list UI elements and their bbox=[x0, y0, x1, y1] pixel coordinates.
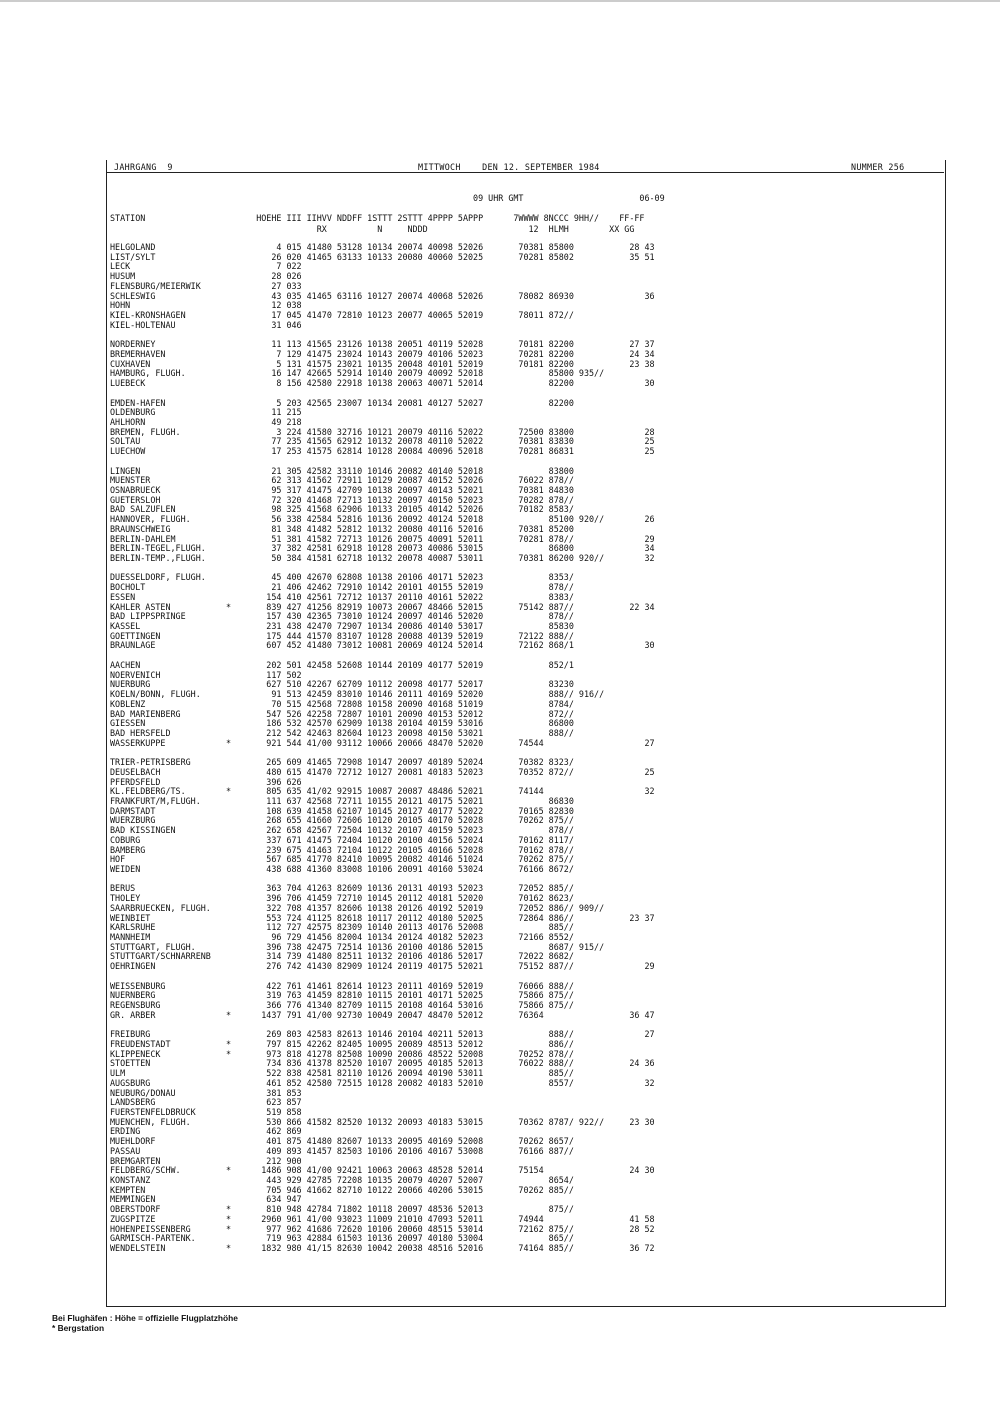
table-row: KASSEL 231 438 42470 72907 10134 20086 40140 53017 85830 bbox=[110, 621, 574, 632]
table-row: OBERSTDORF * 810 948 42784 71802 10118 20097 48536 52013 875// bbox=[110, 1204, 574, 1215]
table-row: LIST/SYLT 26 020 41465 63133 10133 20080 40060 52025 70281 85802 35 51 bbox=[110, 251, 655, 262]
table-row: HOHN 12 038 bbox=[110, 300, 302, 311]
table-row: COBURG 337 671 41475 72404 10120 20100 40156 52024 70162 8117/ bbox=[110, 834, 574, 845]
table-row: KL.FELDBERG/TS. * 805 635 41/02 92915 10087 20087 48486 52021 74144 32 bbox=[110, 786, 655, 797]
table-row: HANNOVER, FLUGH. 56 338 42584 52816 10136 20092 40124 52018 85100 920// 26 bbox=[110, 514, 655, 525]
table-row: NORDERNEY 11 113 41565 23126 10138 20051 40119 52028 70181 82200 27 37 bbox=[110, 339, 655, 350]
table-row: STUTTGART/SCHNARRENB 314 739 41480 82511 10132 20106 40186 52017 72022 8682/ bbox=[110, 951, 574, 962]
table-row: WEIDEN 438 688 41360 83008 10106 20091 40160 53024 76166 8672/ bbox=[110, 864, 574, 874]
table-row: DARMSTADT 108 639 41458 62107 10145 20127 40177 52022 70165 82830 bbox=[110, 805, 574, 816]
table-row: ZUGSPITZE * 2960 961 41/00 93023 11009 21010 47093 52011 74944 41 58 bbox=[110, 1213, 655, 1224]
table-row: FLENSBURG/MEIERWIK 27 033 bbox=[110, 280, 302, 291]
table-row: BAD LIPPSPRINGE 157 430 42365 73010 10124 20097 40146 52020 878// bbox=[110, 611, 574, 622]
table-row: FRANKFURT/M,FLUGH. 111 637 42568 72711 10155 20121 40175 52021 86830 bbox=[110, 795, 574, 806]
table-row: FUERSTENFELDBRUCK 519 858 bbox=[110, 1106, 302, 1117]
table-row: HAMBURG, FLUGH. 16 147 42665 52914 10140 20079 40092 52018 85800 935// bbox=[110, 368, 605, 379]
table-row: HELGOLAND 4 015 41480 53128 10134 20074 40098 52026 70381 85800 28 43 bbox=[110, 242, 655, 252]
table-row: NUERBURG 627 510 42267 62709 10112 20098 40177 52017 83230 bbox=[110, 679, 574, 690]
table-row: WASSERKUPPE * 921 544 41/00 93112 10066 20066 48470 52020 74544 27 bbox=[110, 737, 655, 748]
table-row: LECK 7 022 bbox=[110, 261, 302, 272]
date-label: MITTWOCH DEN 12. SEPTEMBER 1984 bbox=[418, 162, 600, 172]
table-row: HOF 567 685 41770 82410 10095 20082 40146 51024 70262 875// bbox=[110, 854, 574, 865]
station-table bbox=[110, 243, 655, 1254]
table-row: AACHEN 202 501 42458 52608 10144 20109 40177 52019 852/1 bbox=[110, 659, 574, 670]
table-row: MEMMINGEN 634 947 bbox=[110, 1194, 302, 1205]
table-row: BRAUNLAGE 607 452 41480 73012 10081 20069 40124 52014 72162 868/1 30 bbox=[110, 640, 655, 651]
table-row: BREMGARTEN 212 900 bbox=[110, 1155, 302, 1166]
table-row: PFERDSFELD 396 626 bbox=[110, 776, 302, 787]
table-row: KLIPPENECK * 973 818 41278 82508 10090 20086 48522 52008 70252 878// bbox=[110, 1048, 574, 1059]
table-row: MANNHEIM 96 729 41456 82004 10134 20124 40182 52023 72166 8552/ bbox=[110, 932, 574, 943]
table-row: MUENCHEN, FLUGH. 530 866 41582 82520 10132 20093 40183 53015 70362 8787/ 922// 23 30 bbox=[110, 1116, 655, 1127]
table-row: REGENSBURG 366 776 41340 82709 10115 20108 40164 53016 75866 875// bbox=[110, 1000, 574, 1011]
table-row: GR. ARBER * 1437 791 41/00 92730 10049 20047 48470 52012 76364 36 47 bbox=[110, 1009, 655, 1020]
table-row: PASSAU 409 893 41457 82503 10106 20106 40167 53008 76166 887// bbox=[110, 1145, 574, 1156]
table-row: DEUSELBACH 480 615 41470 72712 10127 20081 40183 52023 70352 872// 25 bbox=[110, 766, 655, 777]
table-row: NEUBURG/DONAU 381 853 bbox=[110, 1087, 302, 1098]
table-row: KIEL-HOLTENAU 31 046 bbox=[110, 319, 302, 330]
table-row: BERLIN-TEGEL,FLUGH. 37 382 42581 62918 10128 20073 40086 53015 86800 34 bbox=[110, 543, 655, 554]
table-row: ESSEN 154 410 42561 72712 10137 20110 40161 52022 8383/ bbox=[110, 591, 574, 602]
table-row: BREMERHAVEN 7 129 41475 23024 10143 20079 40106 52023 70281 82200 24 34 bbox=[110, 348, 655, 359]
table-row: KOBLENZ 70 515 42568 72808 10158 20090 40168 51019 8784/ bbox=[110, 698, 574, 709]
table-row: HOHENPEISSENBERG * 977 962 41686 72620 10106 20060 48515 53014 72162 875// 28 52 bbox=[110, 1223, 655, 1234]
table-row: FREUDENSTADT * 797 815 42262 82405 10095 20089 48513 52012 886// bbox=[110, 1038, 574, 1049]
column-header-line-3: RX N NDDD 12 HLMH XX GG bbox=[110, 224, 635, 234]
table-row: SOLTAU 77 235 41565 62912 10132 20078 40110 52022 70381 83830 25 bbox=[110, 436, 655, 447]
table-row: BRAUNSCHWEIG 81 348 41482 52812 10132 20080 40116 52016 70381 85200 bbox=[110, 523, 574, 534]
table-row: DUESSELDORF, FLUGH. 45 400 42670 62808 10138 20106 40171 52023 8353/ bbox=[110, 572, 574, 583]
footnote-mountain-station: * Bergstation bbox=[52, 1323, 105, 1333]
table-row: EMDEN-HAFEN 5 203 42565 23007 10134 20081 40127 52027 82200 bbox=[110, 397, 574, 408]
table-row: WEISSENBURG 422 761 41461 82614 10123 20111 40169 52019 76066 888// bbox=[110, 980, 574, 991]
table-row: KARLSRUHE 112 727 42575 82309 10140 20113 40176 52008 885// bbox=[110, 922, 574, 933]
table-row: KOELN/BONN, FLUGH. 91 513 42459 83010 10146 20111 40169 52020 888// 916// bbox=[110, 689, 605, 700]
table-row: CUXHAVEN 5 131 41575 23021 10135 20048 40101 52019 70181 82200 23 38 bbox=[110, 358, 655, 369]
table-row: STOETTEN 734 836 41378 82520 10107 20095 40185 52013 76022 888// 24 36 bbox=[110, 1058, 655, 1069]
table-row: MUENSTER 62 313 41562 72911 10129 20087 40152 52026 76022 878// bbox=[110, 475, 574, 486]
scan-top-edge bbox=[0, 0, 1000, 2]
issue-number-label: NUMMER 256 bbox=[851, 162, 905, 172]
table-row: GIESSEN 186 532 42570 62909 10138 20104 40159 53016 86800 bbox=[110, 718, 574, 729]
footnote-airports: Bei Flughäfen : Höhe = offizielle Flugplatzhöhe bbox=[52, 1313, 238, 1323]
column-header-line-2: STATION HOEHE III IIHVV NDDFF 1STTT 2STTT 4PPPP 5APPP 7WWWW 8NCCC 9HH// FF-FF bbox=[110, 213, 645, 223]
table-row: MUEHLDORF 401 875 41480 82607 10133 20095 40169 52008 70262 8657/ bbox=[110, 1136, 574, 1147]
table-row: LUEBECK 8 156 42580 22918 10138 20063 40071 52014 82200 30 bbox=[110, 378, 655, 389]
table-row: SCHLESWIG 43 035 41465 63116 10127 20074 40068 52026 78082 86930 36 bbox=[110, 290, 655, 301]
table-row: OLDENBURG 11 215 bbox=[110, 407, 302, 418]
table-row: AHLHORN 49 218 bbox=[110, 416, 302, 427]
table-row: WUERZBURG 268 655 41660 72606 10120 20105 40170 52028 70262 875// bbox=[110, 815, 574, 826]
table-row: OSNABRUECK 95 317 41475 42709 10138 20097 40143 52021 70381 84830 bbox=[110, 484, 574, 495]
table-row: BOCHOLT 21 406 42462 72910 10142 20101 40155 52019 878// bbox=[110, 582, 574, 593]
table-row: GARMISCH-PARTENK. 719 963 42884 61503 10136 20097 40180 53004 865// bbox=[110, 1233, 574, 1244]
table-row: KIEL-KRONSHAGEN 17 045 41470 72810 10123 20077 40065 52019 78011 872// bbox=[110, 310, 574, 321]
table-row: TRIER-PETRISBERG 265 609 41465 72908 10147 20097 40189 52024 70382 8323/ bbox=[110, 757, 574, 768]
table-row: LANDSBERG 623 857 bbox=[110, 1097, 302, 1108]
table-row: LUECHOW 17 253 41575 62814 10128 20084 40096 52018 70281 86831 25 bbox=[110, 446, 655, 457]
table-row: STUTTGART, FLUGH. 396 738 42475 72514 10136 20100 40186 52015 8687/ 915// bbox=[110, 941, 605, 952]
column-header-line-1: 09 UHR GMT 06-09 bbox=[110, 193, 665, 203]
table-row: BERLIN-TEMP.,FLUGH. 50 384 41581 62718 10132 20078 40087 53011 70381 86200 920// 32 bbox=[110, 553, 655, 563]
table-row: KONSTANZ 443 929 42785 72208 10135 20079 40207 52007 8654/ bbox=[110, 1175, 574, 1185]
table-row: KAHLER ASTEN * 839 427 41256 82919 10073 20067 48466 52015 75142 887// 22 34 bbox=[110, 601, 655, 612]
table-row: THOLEY 396 706 41459 72710 10145 20112 40181 52020 70162 8623/ bbox=[110, 893, 574, 904]
jahrgang-label: JAHRGANG 9 bbox=[114, 162, 173, 172]
table-row: AUGSBURG 461 852 42580 72515 10128 20082 40183 52010 8557/ 32 bbox=[110, 1077, 655, 1088]
table-row: SAARBRUECKEN, FLUGH. 322 708 41357 82606 10138 20126 40192 52019 72052 886// 909// bbox=[110, 902, 605, 913]
table-row: LINGEN 21 305 42582 33110 10146 20082 40140 52018 83800 bbox=[110, 465, 574, 476]
table-row: ULM 522 838 42581 82110 10126 20094 40190 53011 885// bbox=[110, 1068, 574, 1079]
table-row: ERDING 462 869 bbox=[110, 1126, 302, 1137]
table-row: NUERNBERG 319 763 41459 82810 10115 20101 40171 52025 75866 875// bbox=[110, 990, 574, 1001]
table-row: HUSUM 28 026 bbox=[110, 271, 302, 282]
table-row: KEMPTEN 705 946 41662 82710 10122 20066 40206 53015 70262 885// bbox=[110, 1184, 574, 1195]
table-row: BREMEN, FLUGH. 3 224 41580 32716 10121 20079 40116 52022 72500 83800 28 bbox=[110, 426, 655, 437]
table-row: GOETTINGEN 175 444 41570 83107 10128 20088 40139 52019 72122 888// bbox=[110, 630, 574, 641]
table-row: BAMBERG 239 675 41463 72104 10122 20105 40166 52028 70162 878// bbox=[110, 844, 574, 855]
table-row: BAD KISSINGEN 262 658 42567 72504 10132 20107 40159 52023 878// bbox=[110, 825, 574, 836]
table-row: BERUS 363 704 41263 82609 10136 20131 40193 52023 72052 885// bbox=[110, 883, 574, 894]
table-row: FREIBURG 269 803 42583 82613 10146 20104 40211 52013 888// 27 bbox=[110, 1029, 655, 1040]
table-row: NOERVENICH 117 502 bbox=[110, 669, 302, 680]
table-row: FELDBERG/SCHW. * 1486 908 41/00 92421 10063 20063 48528 52014 75154 24 30 bbox=[110, 1165, 655, 1176]
table-row: BAD SALZUFLEN 98 325 41568 62906 10133 20105 40142 52026 70182 8583/ bbox=[110, 504, 574, 515]
table-row: BERLIN-DAHLEM 51 381 41582 72713 10126 20075 40091 52011 70281 878// 29 bbox=[110, 533, 655, 544]
table-row: BAD MARIENBERG 547 526 42258 72807 10101 20090 40153 52012 872// bbox=[110, 708, 574, 719]
table-row: BAD HERSFELD 212 542 42463 82604 10123 20098 40150 53021 888// bbox=[110, 727, 574, 738]
header-rule bbox=[106, 172, 944, 173]
table-row: OEHRINGEN 276 742 41430 82909 10124 20119 40175 52021 75152 887// 29 bbox=[110, 961, 655, 972]
table-row: WENDELSTEIN * 1832 980 41/15 82630 10042 20038 48516 52016 74164 885// 36 72 bbox=[110, 1243, 655, 1254]
table-row: GUETERSLOH 72 320 41468 72713 10132 20097 40150 52023 70282 878// bbox=[110, 494, 574, 505]
table-row: WEINBIET 553 724 41125 82618 10117 20112 40180 52025 72864 886// 23 37 bbox=[110, 912, 655, 923]
